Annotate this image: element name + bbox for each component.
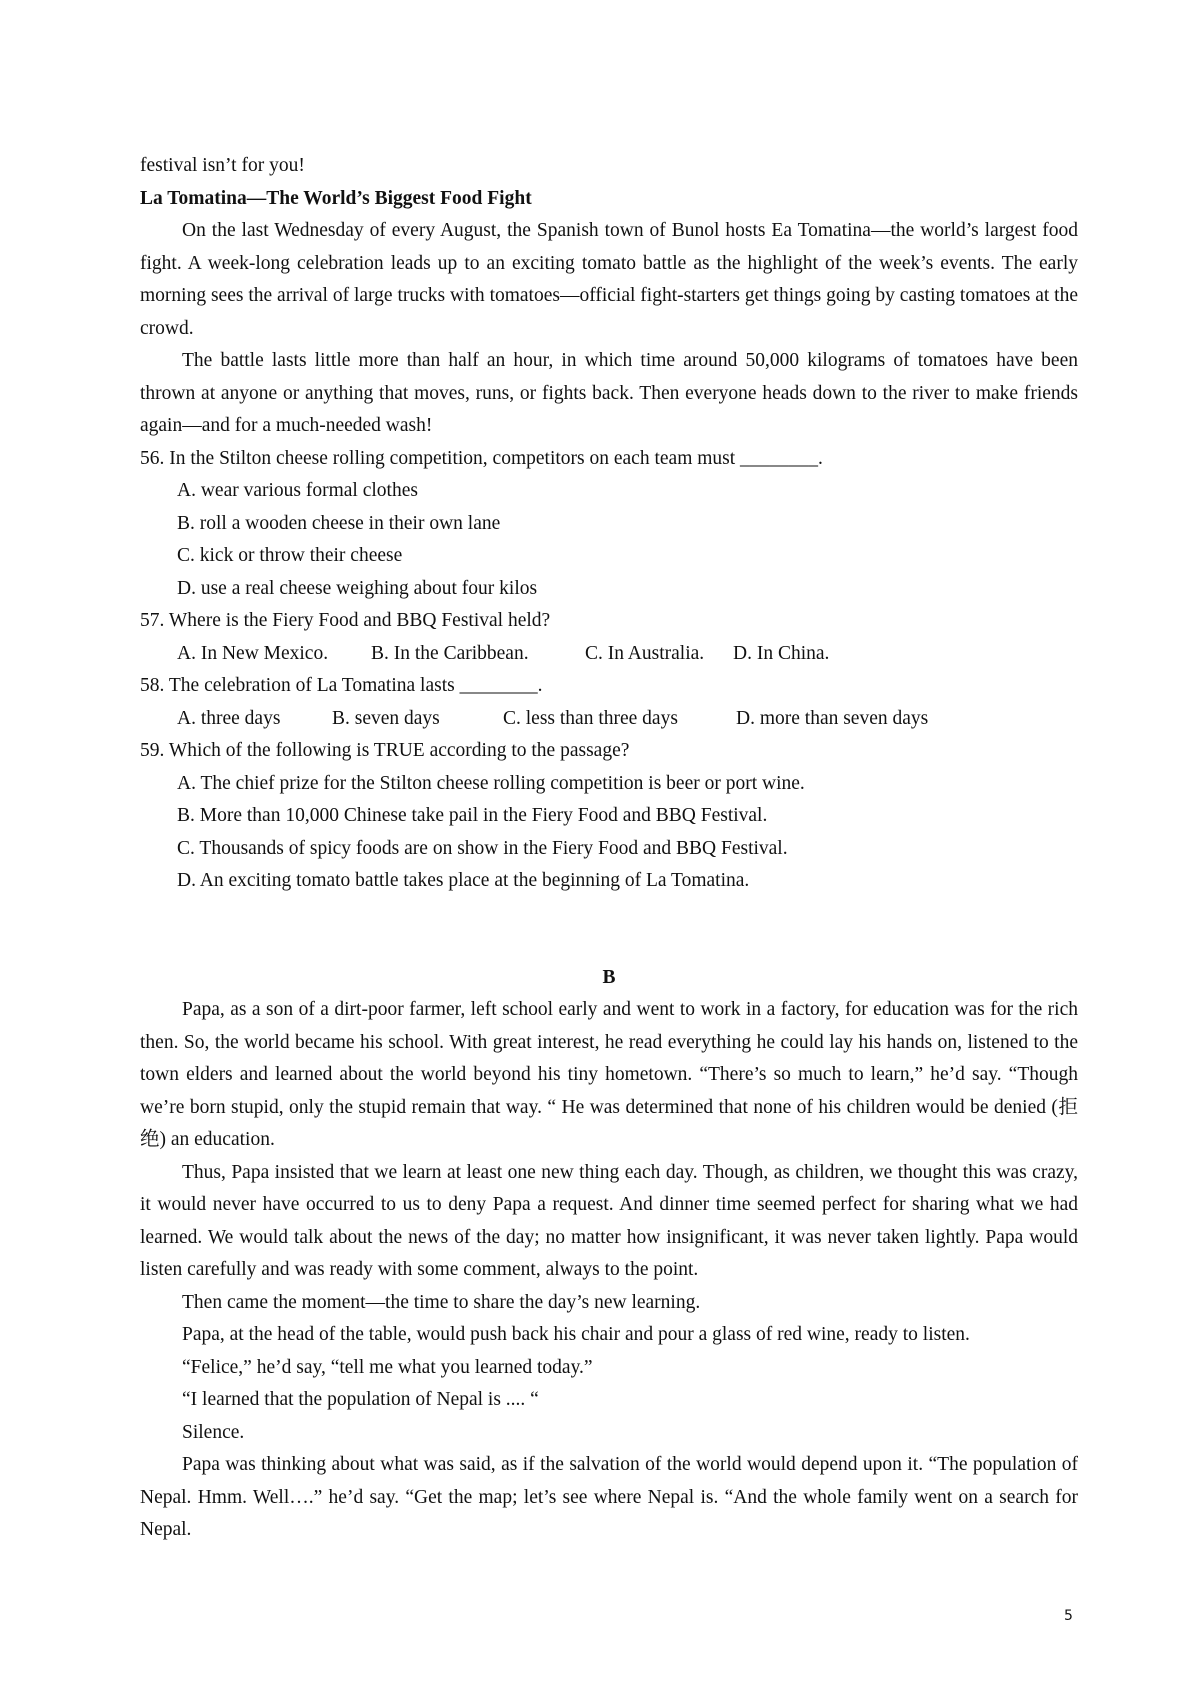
question-59: 59. Which of the following is TRUE according to the passage? [140, 740, 630, 761]
paragraph: Silence. [182, 1421, 245, 1443]
option: B. In the Caribbean. [371, 642, 529, 664]
option: A. In New Mexico. [177, 642, 329, 664]
question-57: 57. Where is the Fiery Food and BBQ Festival held? [140, 610, 551, 631]
paragraph: Papa, at the head of the table, would push back his chair and pour a glass of red wine, ready to listen. [182, 1324, 970, 1345]
option: A. wear various formal clothes [177, 480, 418, 501]
option: D. In China. [733, 642, 830, 664]
option: B. roll a wooden cheese in their own lane [177, 512, 501, 534]
question-56: 56. In the Stilton cheese rolling competition, competitors on each team must ________. [140, 447, 823, 469]
question-58: 58. The celebration of La Tomatina lasts ________. [140, 675, 543, 696]
option: B. seven days [332, 707, 440, 729]
continued-text: festival isn’t for you! [140, 155, 305, 176]
option: D. An exciting tomato battle takes place at the beginning of La Tomatina. [177, 870, 750, 891]
options-row [140, 638, 1078, 671]
option: A. three days [177, 707, 281, 729]
option: A. The chief prize for the Stilton cheese rolling competition is beer or port wine. [177, 772, 805, 794]
paragraph: Papa was thinking about what was said, as if the salvation of the world would depend upon it. “The population of Nepal. Hmm. Well….” he’d say. “Get the map; let’s see where Nepal is. “And the whole family went on a search for Nepal. [140, 1454, 1078, 1540]
paragraph: On the last Wednesday of every August, the Spanish town of Bunol hosts Ea Tomatina—the world’s largest food fight. A week-long celebration leads up to an exciting tomato battle as the highlight of the week’s events. The early morning sees the arrival of large trucks with tomatoes—official fight-starters get things going by casting tomatoes at the crowd. [140, 220, 1078, 339]
section-spacer [140, 898, 1078, 962]
paragraph: “Felice,” he’d say, “tell me what you learned today.” [182, 1356, 593, 1378]
options-row [140, 703, 1078, 736]
page-number: 5 [1064, 1608, 1073, 1624]
option: C. kick or throw their cheese [177, 545, 403, 566]
paragraph: Thus, Papa insisted that we learn at least one new thing each day. Though, as children, we thought this was crazy, it would never have occurred to us to deny Papa a request. And dinner time seemed perfect for sharing what we had learned. We would talk about the news of the day; no matter how insignificant, it was never taken lightly. Papa would listen carefully and was ready with some comment, always to the point. [140, 1161, 1078, 1280]
section-heading: La Tomatina—The World’s Biggest Food Fight [140, 187, 532, 209]
option: D. use a real cheese weighing about four kilos [177, 577, 538, 599]
option: C. Thousands of spicy foods are on show in the Fiery Food and BBQ Festival. [177, 837, 788, 859]
paragraph: The battle lasts little more than half an hour, in which time around 50,000 kilograms of tomatoes have been thrown at anyone or anything that moves, runs, or fights back. Then everyone heads down to the river to make friends again—and for a much-needed wash! [140, 350, 1078, 436]
section-b-heading: B [602, 966, 616, 988]
paragraph: “I learned that the population of Nepal is .... “ [182, 1389, 539, 1410]
option: C. In Australia. [585, 642, 705, 664]
option: D. more than seven days [736, 707, 929, 729]
paragraph: Papa, as a son of a dirt-poor farmer, left school early and went to work in a factory, for education was for the rich then. So, the world became his school. With great interest, he read everything he could lay his hands on, listened to the town elders and learned about the world beyond his tiny hometown. “There’s so much to learn,” he’d say. “Though we’re born stupid, only the stupid remain that way. “ He was determined that none of his children would be denied (拒绝) an education. [140, 999, 1078, 1150]
option: B. More than 10,000 Chinese take pail in the Fiery Food and BBQ Festival. [177, 805, 768, 826]
option: C. less than three days [503, 707, 678, 729]
page-content [140, 150, 1078, 1547]
paragraph: Then came the moment—the time to share the day’s new learning. [182, 1291, 701, 1313]
